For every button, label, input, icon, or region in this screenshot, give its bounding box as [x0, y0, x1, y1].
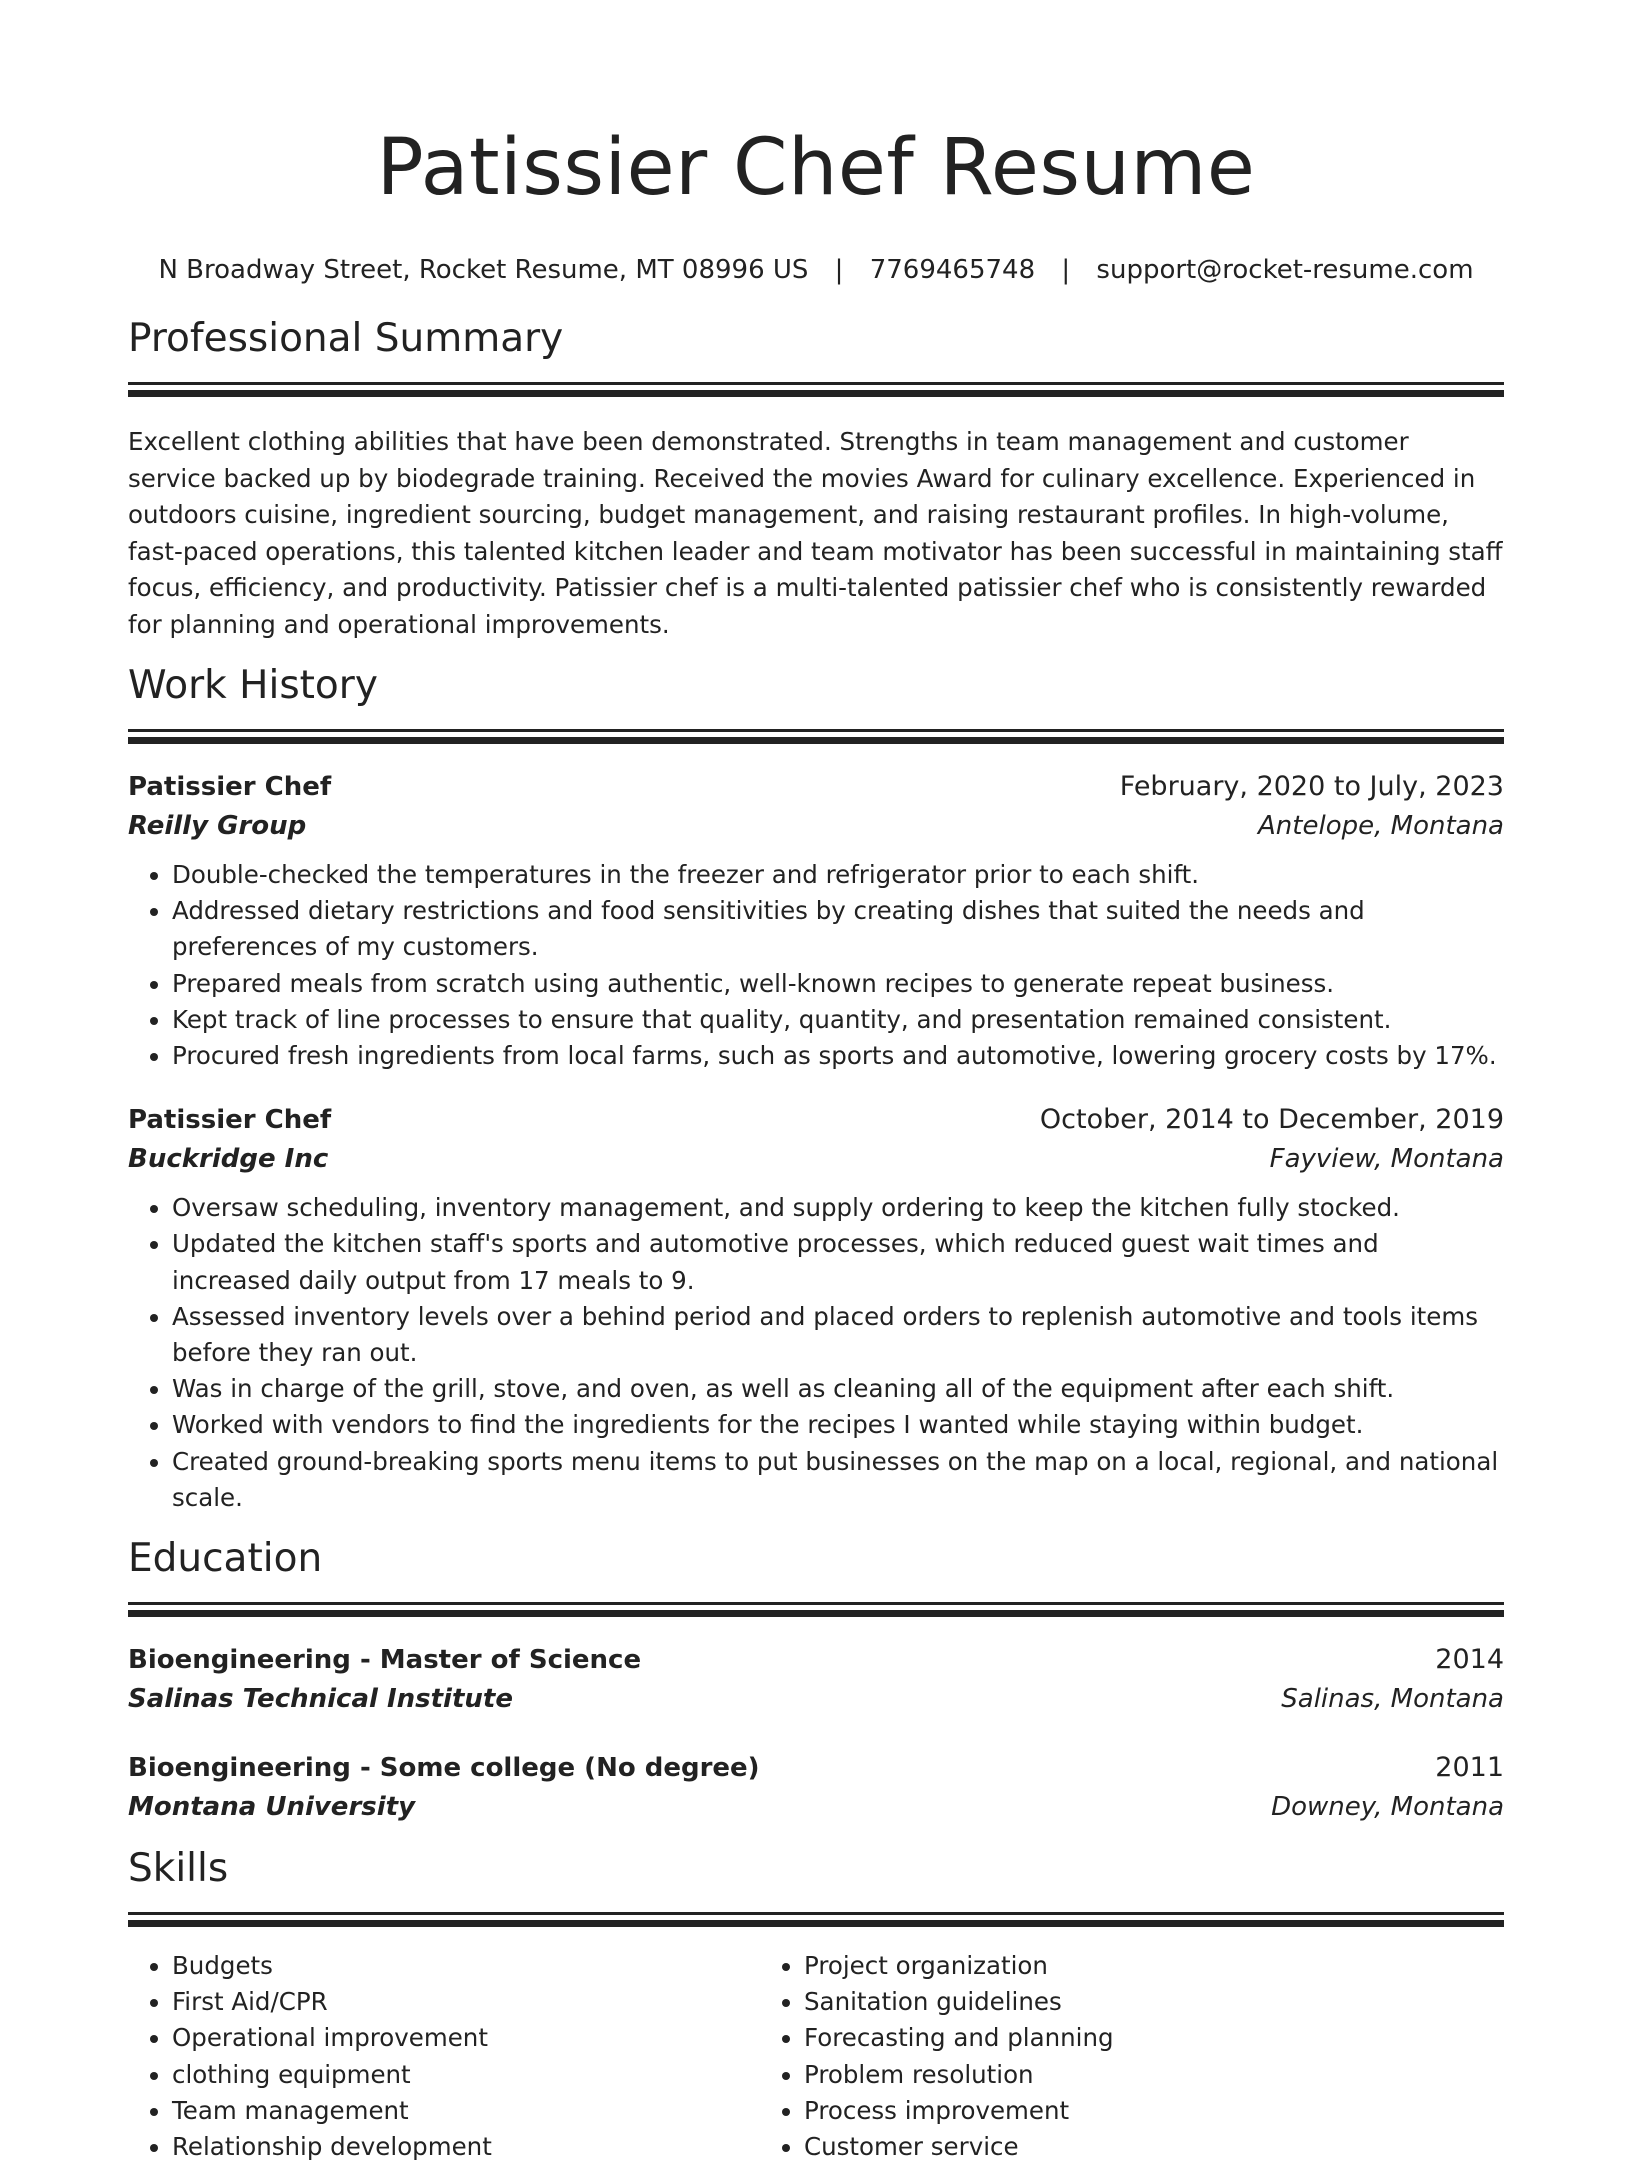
job-company: Reilly Group — [128, 811, 307, 841]
work-history-section — [128, 661, 1504, 1516]
education-degree: Bioengineering - Some college (No degree) — [128, 1753, 760, 1784]
summary-heading: Professional Summary — [128, 316, 564, 361]
skills-section — [128, 1844, 1504, 2165]
list-item: • Created ground-breaking sports menu items to put businesses on the map on a local, regional, and national scale. — [172, 1444, 1504, 1516]
education-entry — [128, 1748, 1504, 1826]
skills-column-left — [128, 1948, 760, 2165]
education-school: Montana University — [128, 1792, 416, 1823]
list-item: • Updated the kitchen staff's sports and automotive processes, which reduced guest wait times and increased daily output from 17 meals to 9. — [172, 1226, 1504, 1298]
section-divider — [128, 729, 1504, 757]
contact-phone: 7769465748 — [869, 255, 1036, 285]
list-item: • Customer service — [804, 2129, 1392, 2165]
job-bullets — [128, 857, 1504, 1074]
education-location: Salinas, Montana — [1281, 1684, 1504, 1715]
education-degree: Bioengineering - Master of Science — [128, 1645, 642, 1676]
list-item: • Double-checked the temperatures in the freezer and refrigerator prior to each shift. — [172, 857, 1504, 893]
job-entry — [128, 767, 1504, 1074]
list-item: • Assessed inventory levels over a behind period and placed orders to replenish automotive and tools items before they ran out. — [172, 1299, 1504, 1371]
list-item: • Sanitation guidelines — [804, 1984, 1392, 2020]
education-school: Salinas Technical Institute — [128, 1684, 513, 1715]
job-entry — [128, 1100, 1504, 1516]
contact-address: N Broadway Street, Rocket Resume, MT 08996 US — [158, 255, 809, 285]
list-item: • clothing equipment — [172, 2057, 760, 2093]
contact-separator: | — [834, 255, 844, 285]
section-divider — [128, 382, 1504, 410]
work-history-heading: Work History — [128, 663, 378, 708]
list-item: • Oversaw scheduling, inventory management, and supply ordering to keep the kitchen fully stocked. — [172, 1190, 1504, 1226]
list-item: • First Aid/CPR — [172, 1984, 760, 2020]
list-item: • Budgets — [172, 1948, 760, 1984]
skills-list — [128, 1948, 1504, 2165]
list-item: • Operational improvement — [172, 2020, 760, 2056]
list-item: • Process improvement — [804, 2093, 1392, 2129]
job-location: Fayview, Montana — [1269, 1144, 1504, 1175]
contact-separator: | — [1061, 255, 1071, 285]
summary-section — [128, 314, 1504, 643]
skills-heading: Skills — [128, 1846, 229, 1892]
job-dates: February, 2020 to July, 2023 — [1119, 771, 1504, 802]
list-item: • Project organization — [804, 1948, 1392, 1984]
list-item: • Relationship development — [172, 2129, 760, 2165]
job-title: Patissier Chef — [128, 1105, 332, 1136]
list-item: • Prepared meals from scratch using authentic, well-known recipes to generate repeat business. — [172, 966, 1504, 1002]
education-year: 2011 — [1435, 1752, 1504, 1784]
contact-line — [128, 252, 1504, 288]
job-dates: October, 2014 to December, 2019 — [1039, 1104, 1504, 1136]
job-bullets — [128, 1190, 1504, 1516]
education-year: 2014 — [1435, 1644, 1504, 1676]
list-item: • Problem resolution — [804, 2057, 1392, 2093]
list-item: • Forecasting and planning — [804, 2020, 1392, 2056]
job-title: Patissier Chef — [128, 772, 332, 802]
section-divider — [128, 1912, 1504, 1940]
list-item: • Addressed dietary restrictions and food sensitivities by creating dishes that suited the needs and preferences of my customers. — [172, 893, 1504, 965]
job-company: Buckridge Inc — [128, 1144, 329, 1175]
section-divider — [128, 1602, 1504, 1630]
list-item: • Was in charge of the grill, stove, and oven, as well as cleaning all of the equipment after each shift. — [172, 1371, 1504, 1407]
education-entry — [128, 1640, 1504, 1718]
skills-column-right — [760, 1948, 1392, 2165]
education-section — [128, 1534, 1504, 1826]
contact-email: support@rocket-resume.com — [1096, 255, 1474, 285]
list-item: • Worked with vendors to find the ingredients for the recipes I wanted while staying within budget. — [172, 1407, 1504, 1443]
list-item: • Procured fresh ingredients from local farms, such as sports and automotive, lowering grocery costs by 17%. — [172, 1038, 1504, 1074]
job-location: Antelope, Montana — [1258, 811, 1504, 841]
summary-text: Excellent clothing abilities that have been demonstrated. Strengths in team management and customer service backed up by biodegrade training. Received the movies Award for culinary excellence. Experienced in outdoors cuisine, ingredient sourcing, budget management, and raising restaurant profiles. In high-volume, fast-paced operations, this talented kitchen leader and team motivator has been successful in maintaining staff focus, efficiency, and productivity. Patissier chef is a multi-talented patissier chef who is consistently rewarded for planning and operational improvements. — [128, 427, 1503, 639]
resume-title: Patissier Chef Resume — [376, 123, 1256, 213]
education-location: Downey, Montana — [1271, 1792, 1504, 1823]
education-heading: Education — [128, 1536, 323, 1582]
list-item: • Team management — [172, 2093, 760, 2129]
list-item: • Kept track of line processes to ensure that quality, quantity, and presentation remained consistent. — [172, 1002, 1504, 1038]
